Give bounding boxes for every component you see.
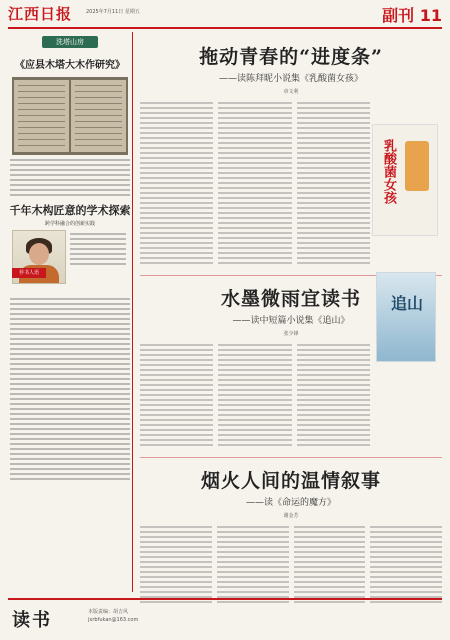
footer-editor-info (88, 608, 138, 624)
book-cover-1 (372, 124, 438, 236)
masthead (8, 3, 442, 29)
left-intro-text (8, 159, 132, 196)
left-article-title: 《应县木塔大木作研究》 (15, 60, 125, 71)
book-cover-1-title: 乳酸菌女孩 (381, 139, 396, 204)
right-column (140, 32, 442, 592)
editor-email: jxrbfukan@163.com (88, 617, 139, 623)
left-body-text (8, 298, 132, 480)
editor-line: 本版责编：胡吉风 (88, 609, 129, 615)
section-tag: 副刊 11 (382, 6, 442, 25)
article-1-subtitle: ——读陈拜昵小说集《乳酸菌女孩》 (218, 74, 363, 84)
article-1-author: 章文利 (283, 89, 299, 95)
article-3-title: 烟火人间的温情叙事 (200, 470, 381, 492)
article-2-subtitle: ——读中短篇小说集《追山》 (232, 316, 350, 326)
author-caption (70, 230, 126, 268)
manuscript-photo (12, 77, 128, 155)
left-column (8, 32, 133, 592)
article-2-title: 水墨微雨宜读书 (220, 288, 361, 310)
left-article-subtitle: 千年木构匠意的学术探索 (9, 204, 131, 217)
book-cover-2 (376, 272, 436, 362)
article-3 (140, 466, 442, 606)
article-1-body (140, 99, 370, 267)
column-banner: 洗塔山房 (42, 36, 98, 48)
newspaper-logo: 江西日报 (8, 5, 73, 23)
article-3-subtitle: ——读《命运的魔方》 (245, 498, 336, 508)
article-3-author: 谢金芳 (283, 513, 299, 519)
page-footer (8, 598, 442, 638)
article-2-body (140, 341, 370, 449)
article-1-title: 拖动青春的“进度条” (199, 46, 383, 68)
book-cover-2-title: 追山 (391, 294, 424, 313)
issue-date: 2025年7月11日 星期五 (86, 9, 140, 15)
recommend-badge: 荐书人语 (12, 268, 46, 278)
left-section-heading: 跨学科融合的创新实践 (44, 221, 95, 227)
article-3-body (140, 523, 442, 606)
article-2-author: 张少锋 (283, 331, 299, 337)
footer-section-title: 读书 (12, 610, 52, 631)
